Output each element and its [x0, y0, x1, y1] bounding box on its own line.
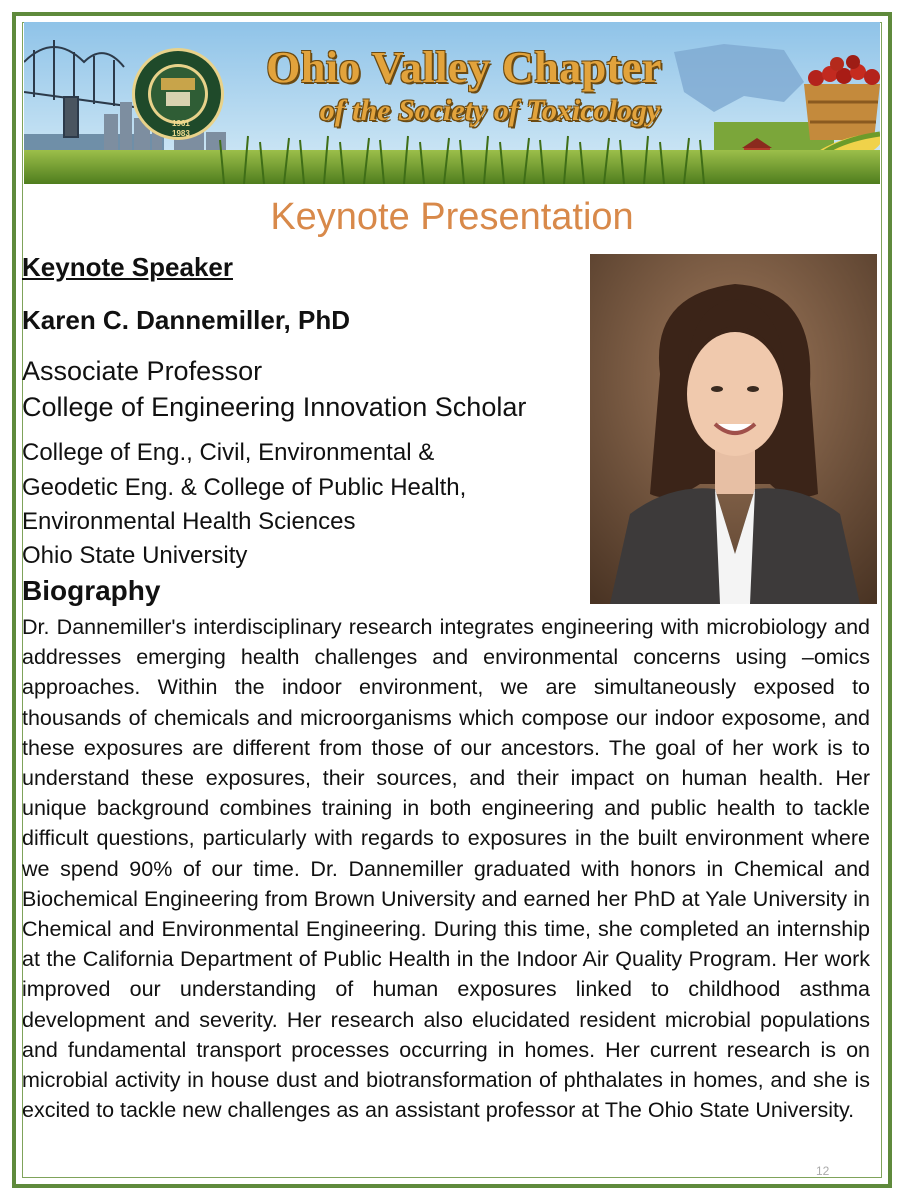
page-title: Keynote Presentation — [270, 196, 634, 238]
seal-inner-text — [24, 22, 25, 23]
banner-subtitle: of the Society of Toxicology — [319, 94, 661, 127]
cornfield — [24, 150, 880, 184]
biography-heading: Biography — [22, 575, 161, 606]
keynote-speaker-label: Keynote Speaker — [22, 252, 233, 282]
seal-year-chapter: 1983 — [172, 129, 190, 138]
seal-year-founded: 1961 — [172, 119, 190, 128]
affiliation-line: College of Eng., Civil, Environmental & — [22, 439, 435, 466]
page-number: 12 — [816, 1164, 830, 1178]
speaker-name: Karen C. Dannemiller, PhD — [22, 305, 350, 335]
banner-title: Ohio Valley Chapter — [266, 43, 662, 92]
affiliation-line: Environmental Health Sciences — [22, 508, 356, 535]
biography-text: Dr. Dannemiller's interdisciplinary research integrates engineering with microbiology and addresses emerging health challenges and environmental concerns using –omics approaches. Within the indoor environment, we are simultaneously exposed to thousands of chemicals and microorganisms which compose our indoor exposome, and these exposures are different from those of our ancestors. The goal of her work is to understand these exposures, their sources, and their impact on human health. Her unique background combines training in both engineering and public health to tackle difficult questions, particularly with regards to exposures in the built environment where we spend 90% of our time. Dr. Dannemiller graduated with honors in Chemical and Biochemical Engineering from Brown University and earned her PhD at Yale University in Chemical and Environmental Engineering. During this time, she completed an internship at the California Department of Public Health in the Indoor Air Quality Program. Her work improved our understanding of human exposures linked to childhood asthma development and severity. Her research also elucidated resident microbial populations and fundamental transport processes occurring in homes. Her current research is on microbial activity in house dust and biotransformation of phthalates in homes, and she is excited to tackle new challenges as an assistant professor at The Ohio State University. — [22, 615, 870, 1123]
speaker-title: Associate Professor — [22, 356, 263, 386]
chapter-banner — [24, 22, 880, 184]
speaker-photo — [590, 254, 877, 604]
affiliation-line: Geodetic Eng. & College of Public Health, — [22, 474, 467, 501]
affiliation-line: Ohio State University — [22, 542, 248, 569]
speaker-honor: College of Engineering Innovation Scholar — [22, 392, 527, 422]
speaker-portrait-icon — [590, 254, 877, 604]
